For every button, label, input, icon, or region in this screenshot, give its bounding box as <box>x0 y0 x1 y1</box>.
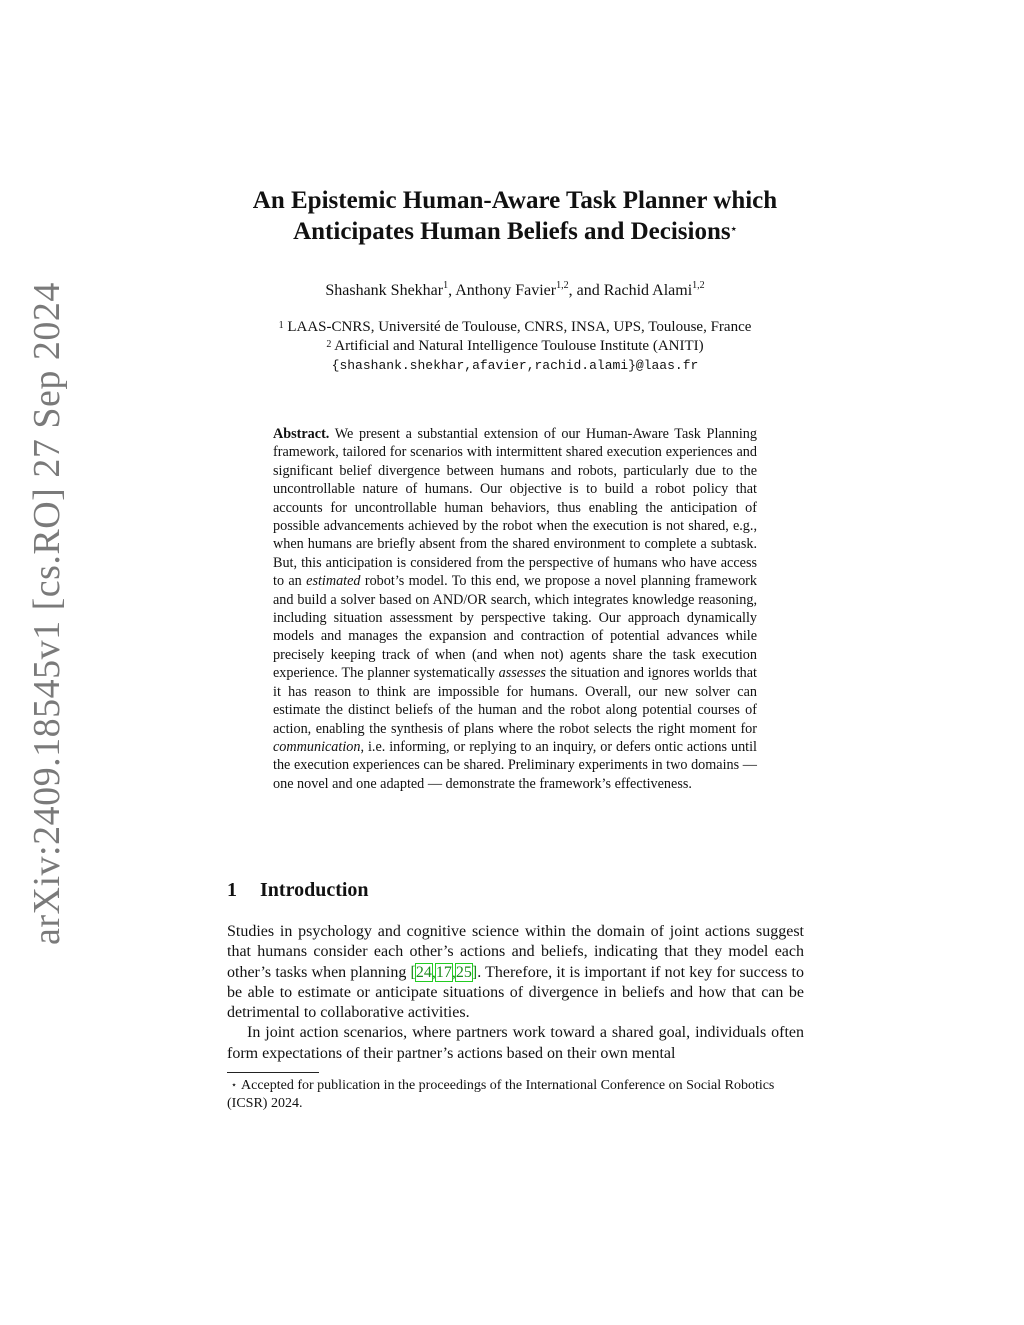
affiliation-2-mark: 2 <box>326 339 332 350</box>
author-list <box>215 282 815 300</box>
introduction-body <box>227 922 804 1064</box>
citation-bracket-close: ] <box>471 963 478 981</box>
author-2: Anthony Favier <box>455 282 557 299</box>
title-footnote-mark: ⋆ <box>730 224 737 235</box>
intro-paragraph-2: In joint action scenarios, where partners work toward a shared goal, individuals often form expectations of their partner’s actions based on their own mental <box>227 1024 804 1062</box>
affiliations <box>215 318 815 375</box>
author-3-affiliation: 1,2 <box>692 280 705 291</box>
affiliation-2-text: Artificial and Natural Intelligence Toulouse Institute (ANITI) <box>334 338 704 354</box>
affiliation-1-mark: 1 <box>278 320 284 331</box>
author-3: Rachid Alami <box>603 282 693 299</box>
abstract-text-2: robot’s model. To this end, we propose a novel planning framework and build a solver based on AND/OR search, which integrates knowledge reasoning, including situation assessment by perspective taking. Our approach dynamically models and manages the expansion and contraction of potential advances while precisely keeping track of when (and when not) agents share the task execution experience. The planner systematically <box>273 573 758 682</box>
section-title: Introduction <box>260 879 369 901</box>
abstract <box>273 425 757 793</box>
intro-p1-text-a: Studies in psychology and cognitive science within the domain of joint actions suggest that humans consider each other’s actions and beliefs, indicating that they model each other’s tasks when planning <box>227 923 804 981</box>
footnote-text: Accepted for publication in the proceedings of the International Conference on Social Robotics (ICSR) 2024. <box>227 1078 775 1111</box>
citation-link-24[interactable]: 24 <box>415 963 432 981</box>
footnote <box>227 1077 804 1113</box>
section-heading-introduction <box>227 879 369 902</box>
footnote-divider <box>227 1072 319 1073</box>
paper-title <box>215 185 815 247</box>
abstract-text-3: the situation and ignores worlds that it has reason to think are impossible for humans. Overall, our new solver can estimate the distinct beliefs of the human and the robot along potential courses of action, enabling the synthesis of plans where the robot selects the right moment for <box>273 665 757 737</box>
citation-link-25[interactable]: 25 <box>455 963 472 981</box>
citation-separator: , <box>451 963 456 981</box>
intro-paragraph-1 <box>227 922 804 1023</box>
title-line-2 <box>215 216 815 247</box>
citation-group <box>411 964 478 981</box>
author-separator: , and <box>568 282 604 299</box>
affiliation-2 <box>215 337 815 356</box>
abstract-emphasis-communication: communication <box>273 738 361 755</box>
abstract-label: Abstract. <box>273 426 330 442</box>
abstract-emphasis-assesses: assesses <box>498 665 546 682</box>
abstract-emphasis-estimated: estimated <box>306 573 361 590</box>
author-1: Shashank Shekhar <box>325 282 444 299</box>
footnote-mark: ⋆ <box>230 1080 238 1091</box>
affiliation-1 <box>215 318 815 337</box>
intro-p1-text-b: . Therefore, it is important if not key for success to be able to estimate or anticipate situations of divergence in beliefs and how that can be detrimental to collaborative activities. <box>227 963 804 1022</box>
author-emails: {shashank.shekhar,afavier,rachid.alami}@laas.fr <box>331 358 699 373</box>
citation-bracket-open: [ <box>410 963 416 981</box>
citation-separator: , <box>431 963 436 981</box>
author-1-affiliation: 1 <box>443 280 449 291</box>
section-number: 1 <box>227 879 237 901</box>
citation-link-17[interactable]: 17 <box>435 963 452 981</box>
affiliation-1-text: LAAS-CNRS, Université de Toulouse, CNRS, INSA, UPS, Toulouse, France <box>287 319 752 335</box>
abstract-text-1: We present a substantial extension of our Human-Aware Task Planning framework, tailored for scenarios with intermittent shared execution experiences and significant belief divergence between humans and robots, particularly due to the uncontrollable nature of humans. Our objective is to build a robot policy that accounts for uncontrollable human behaviors, thus enabling the anticipation of possible advancements achieved by the robot when the execution is not shared, e.g., when humans are briefly absent from the shared environment to complete a subtask. But, this anticipation is considered from the perspective of humans who have access to an <box>273 426 757 590</box>
author-2-affiliation: 1,2 <box>556 280 569 291</box>
abstract-text-4: , i.e. informing, or replying to an inquiry, or defers ontic actions until the execution experiences can be shared. Preliminary experiments in two domains — one novel and one adapted — demonstrate the framework’s effectiveness. <box>273 738 757 792</box>
arxiv-identifier-stamp: arXiv:2409.18545v1 [cs.RO] 27 Sep 2024 <box>26 282 68 945</box>
title-line-1: An Epistemic Human-Aware Task Planner which <box>252 187 778 214</box>
title-line-2-text: Anticipates Human Beliefs and Decisions <box>293 218 731 245</box>
author-separator: , <box>448 282 456 299</box>
